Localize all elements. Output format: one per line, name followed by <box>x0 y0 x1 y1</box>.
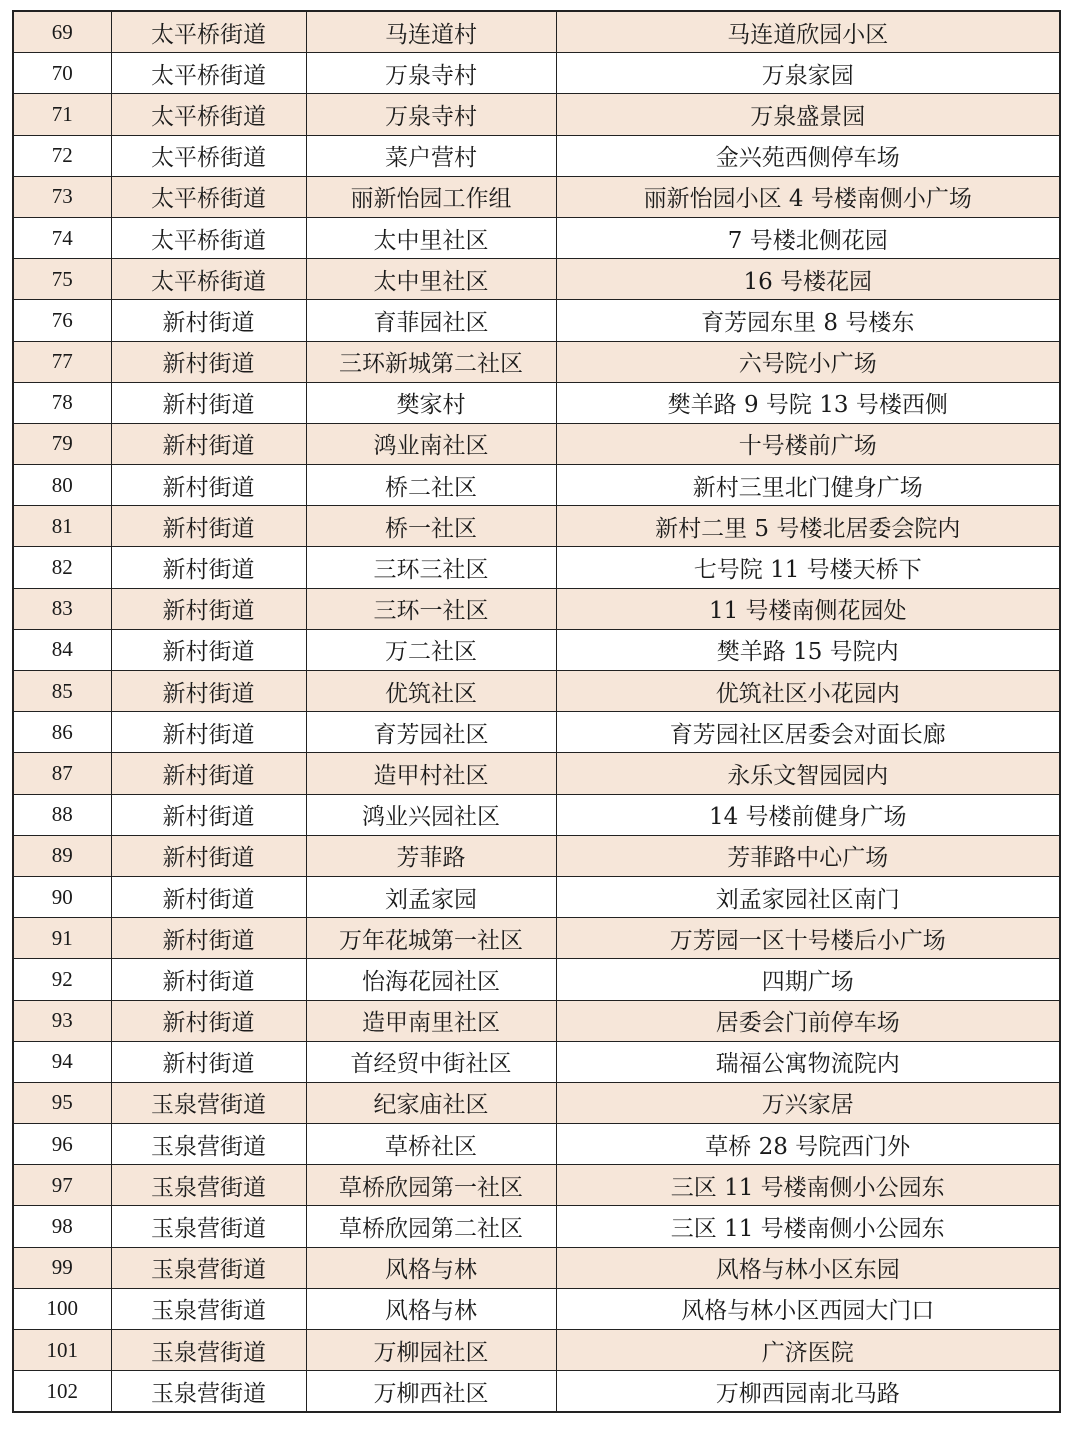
row-number-cell: 87 <box>13 753 111 794</box>
row-number-cell: 90 <box>13 876 111 917</box>
table-row <box>13 959 1060 1000</box>
table-row <box>13 1041 1060 1082</box>
table-row <box>13 341 1060 382</box>
street-cell: 新村街道 <box>111 712 306 753</box>
community-cell: 万年花城第一社区 <box>306 918 556 959</box>
community-cell: 怡海花园社区 <box>306 959 556 1000</box>
street-cell: 太平桥街道 <box>111 94 306 135</box>
street-cell: 玉泉营街道 <box>111 1165 306 1206</box>
community-cell: 育芳园社区 <box>306 712 556 753</box>
table-row <box>13 300 1060 341</box>
community-cell: 优筑社区 <box>306 671 556 712</box>
table-row <box>13 835 1060 876</box>
street-cell: 新村街道 <box>111 671 306 712</box>
community-cell: 万泉寺村 <box>306 53 556 94</box>
community-cell: 太中里社区 <box>306 217 556 258</box>
table-row <box>13 1330 1060 1371</box>
street-cell: 太平桥街道 <box>111 135 306 176</box>
location-cell: 万兴家居 <box>556 1082 1060 1123</box>
row-number-cell: 74 <box>13 217 111 258</box>
row-number-cell: 83 <box>13 588 111 629</box>
location-cell: 瑞福公寓物流院内 <box>556 1041 1060 1082</box>
table-row <box>13 876 1060 917</box>
street-cell: 玉泉营街道 <box>111 1371 306 1413</box>
row-number-cell: 88 <box>13 794 111 835</box>
location-cell: 六号院小广场 <box>556 341 1060 382</box>
table-row <box>13 217 1060 258</box>
location-cell: 金兴苑西侧停车场 <box>556 135 1060 176</box>
location-cell: 三区 11 号楼南侧小公园东 <box>556 1165 1060 1206</box>
location-cell: 马连道欣园小区 <box>556 11 1060 53</box>
table-row <box>13 1288 1060 1329</box>
community-cell: 万柳西社区 <box>306 1371 556 1413</box>
location-cell: 草桥 28 号院西门外 <box>556 1124 1060 1165</box>
street-cell: 新村街道 <box>111 629 306 670</box>
location-cell: 居委会门前停车场 <box>556 1000 1060 1041</box>
location-cell: 丽新怡园小区 4 号楼南侧小广场 <box>556 176 1060 217</box>
table-row <box>13 1206 1060 1247</box>
street-cell: 新村街道 <box>111 835 306 876</box>
row-number-cell: 73 <box>13 176 111 217</box>
community-cell: 风格与林 <box>306 1288 556 1329</box>
community-cell: 菜户营村 <box>306 135 556 176</box>
table-row <box>13 94 1060 135</box>
community-cell: 草桥欣园第二社区 <box>306 1206 556 1247</box>
row-number-cell: 81 <box>13 506 111 547</box>
location-cell: 风格与林小区东园 <box>556 1247 1060 1288</box>
location-cell: 优筑社区小花园内 <box>556 671 1060 712</box>
location-cell: 7 号楼北侧花园 <box>556 217 1060 258</box>
community-cell: 造甲南里社区 <box>306 1000 556 1041</box>
street-cell: 新村街道 <box>111 876 306 917</box>
street-cell: 新村街道 <box>111 341 306 382</box>
location-table <box>12 10 1061 1413</box>
row-number-cell: 97 <box>13 1165 111 1206</box>
table-row <box>13 547 1060 588</box>
row-number-cell: 85 <box>13 671 111 712</box>
row-number-cell: 95 <box>13 1082 111 1123</box>
row-number-cell: 84 <box>13 629 111 670</box>
street-cell: 新村街道 <box>111 794 306 835</box>
community-cell: 三环一社区 <box>306 588 556 629</box>
community-cell: 三环三社区 <box>306 547 556 588</box>
community-cell: 首经贸中街社区 <box>306 1041 556 1082</box>
table-row <box>13 1000 1060 1041</box>
location-cell: 11 号楼南侧花园处 <box>556 588 1060 629</box>
location-cell: 万泉盛景园 <box>556 94 1060 135</box>
row-number-cell: 77 <box>13 341 111 382</box>
street-cell: 新村街道 <box>111 382 306 423</box>
table-row <box>13 588 1060 629</box>
location-cell: 七号院 11 号楼天桥下 <box>556 547 1060 588</box>
community-cell: 鸿业兴园社区 <box>306 794 556 835</box>
location-cell: 永乐文智园园内 <box>556 753 1060 794</box>
table-row <box>13 794 1060 835</box>
community-cell: 太中里社区 <box>306 259 556 300</box>
community-cell: 马连道村 <box>306 11 556 53</box>
location-cell: 风格与林小区西园大门口 <box>556 1288 1060 1329</box>
location-cell: 四期广场 <box>556 959 1060 1000</box>
location-cell: 新村三里北门健身广场 <box>556 465 1060 506</box>
community-cell: 丽新怡园工作组 <box>306 176 556 217</box>
street-cell: 新村街道 <box>111 1000 306 1041</box>
street-cell: 太平桥街道 <box>111 53 306 94</box>
community-cell: 刘孟家园 <box>306 876 556 917</box>
street-cell: 新村街道 <box>111 959 306 1000</box>
row-number-cell: 69 <box>13 11 111 53</box>
community-cell: 育菲园社区 <box>306 300 556 341</box>
location-cell: 育芳园社区居委会对面长廊 <box>556 712 1060 753</box>
street-cell: 新村街道 <box>111 465 306 506</box>
community-cell: 万柳园社区 <box>306 1330 556 1371</box>
table-row <box>13 135 1060 176</box>
row-number-cell: 71 <box>13 94 111 135</box>
table-row <box>13 712 1060 753</box>
table-row <box>13 629 1060 670</box>
row-number-cell: 72 <box>13 135 111 176</box>
street-cell: 太平桥街道 <box>111 217 306 258</box>
location-cell: 十号楼前广场 <box>556 423 1060 464</box>
row-number-cell: 70 <box>13 53 111 94</box>
street-cell: 新村街道 <box>111 506 306 547</box>
street-cell: 玉泉营街道 <box>111 1288 306 1329</box>
row-number-cell: 78 <box>13 382 111 423</box>
location-cell: 万泉家园 <box>556 53 1060 94</box>
location-cell: 芳菲路中心广场 <box>556 835 1060 876</box>
location-cell: 万柳西园南北马路 <box>556 1371 1060 1413</box>
table-row <box>13 259 1060 300</box>
table-row <box>13 176 1060 217</box>
location-cell: 16 号楼花园 <box>556 259 1060 300</box>
street-cell: 新村街道 <box>111 1041 306 1082</box>
location-cell: 三区 11 号楼南侧小公园东 <box>556 1206 1060 1247</box>
community-cell: 风格与林 <box>306 1247 556 1288</box>
community-cell: 桥一社区 <box>306 506 556 547</box>
street-cell: 玉泉营街道 <box>111 1124 306 1165</box>
community-cell: 鸿业南社区 <box>306 423 556 464</box>
street-cell: 新村街道 <box>111 300 306 341</box>
table-row <box>13 506 1060 547</box>
table-row <box>13 423 1060 464</box>
street-cell: 新村街道 <box>111 753 306 794</box>
street-cell: 玉泉营街道 <box>111 1330 306 1371</box>
table-row <box>13 465 1060 506</box>
row-number-cell: 79 <box>13 423 111 464</box>
table-row <box>13 11 1060 53</box>
row-number-cell: 94 <box>13 1041 111 1082</box>
street-cell: 新村街道 <box>111 423 306 464</box>
row-number-cell: 75 <box>13 259 111 300</box>
location-cell: 樊羊路 15 号院内 <box>556 629 1060 670</box>
row-number-cell: 82 <box>13 547 111 588</box>
street-cell: 新村街道 <box>111 547 306 588</box>
table-row <box>13 671 1060 712</box>
location-cell: 14 号楼前健身广场 <box>556 794 1060 835</box>
table-row <box>13 1165 1060 1206</box>
row-number-cell: 99 <box>13 1247 111 1288</box>
row-number-cell: 91 <box>13 918 111 959</box>
street-cell: 太平桥街道 <box>111 11 306 53</box>
row-number-cell: 98 <box>13 1206 111 1247</box>
table-row <box>13 1371 1060 1413</box>
community-cell: 纪家庙社区 <box>306 1082 556 1123</box>
street-cell: 太平桥街道 <box>111 176 306 217</box>
row-number-cell: 93 <box>13 1000 111 1041</box>
row-number-cell: 80 <box>13 465 111 506</box>
location-cell: 樊羊路 9 号院 13 号楼西侧 <box>556 382 1060 423</box>
table-row <box>13 1124 1060 1165</box>
community-cell: 芳菲路 <box>306 835 556 876</box>
table-row <box>13 753 1060 794</box>
location-cell: 广济医院 <box>556 1330 1060 1371</box>
table-row <box>13 1082 1060 1123</box>
street-cell: 玉泉营街道 <box>111 1082 306 1123</box>
community-cell: 万泉寺村 <box>306 94 556 135</box>
row-number-cell: 96 <box>13 1124 111 1165</box>
street-cell: 玉泉营街道 <box>111 1247 306 1288</box>
street-cell: 新村街道 <box>111 588 306 629</box>
community-cell: 草桥欣园第一社区 <box>306 1165 556 1206</box>
street-cell: 新村街道 <box>111 918 306 959</box>
location-cell: 育芳园东里 8 号楼东 <box>556 300 1060 341</box>
row-number-cell: 101 <box>13 1330 111 1371</box>
community-cell: 三环新城第二社区 <box>306 341 556 382</box>
community-cell: 桥二社区 <box>306 465 556 506</box>
row-number-cell: 76 <box>13 300 111 341</box>
row-number-cell: 89 <box>13 835 111 876</box>
location-cell: 万芳园一区十号楼后小广场 <box>556 918 1060 959</box>
street-cell: 太平桥街道 <box>111 259 306 300</box>
row-number-cell: 100 <box>13 1288 111 1329</box>
location-cell: 刘孟家园社区南门 <box>556 876 1060 917</box>
table-row <box>13 53 1060 94</box>
community-cell: 草桥社区 <box>306 1124 556 1165</box>
table-body <box>13 11 1060 1412</box>
community-cell: 樊家村 <box>306 382 556 423</box>
table-row <box>13 382 1060 423</box>
community-cell: 造甲村社区 <box>306 753 556 794</box>
row-number-cell: 86 <box>13 712 111 753</box>
community-cell: 万二社区 <box>306 629 556 670</box>
row-number-cell: 102 <box>13 1371 111 1413</box>
location-cell: 新村二里 5 号楼北居委会院内 <box>556 506 1060 547</box>
table-row <box>13 918 1060 959</box>
row-number-cell: 92 <box>13 959 111 1000</box>
street-cell: 玉泉营街道 <box>111 1206 306 1247</box>
table-row <box>13 1247 1060 1288</box>
